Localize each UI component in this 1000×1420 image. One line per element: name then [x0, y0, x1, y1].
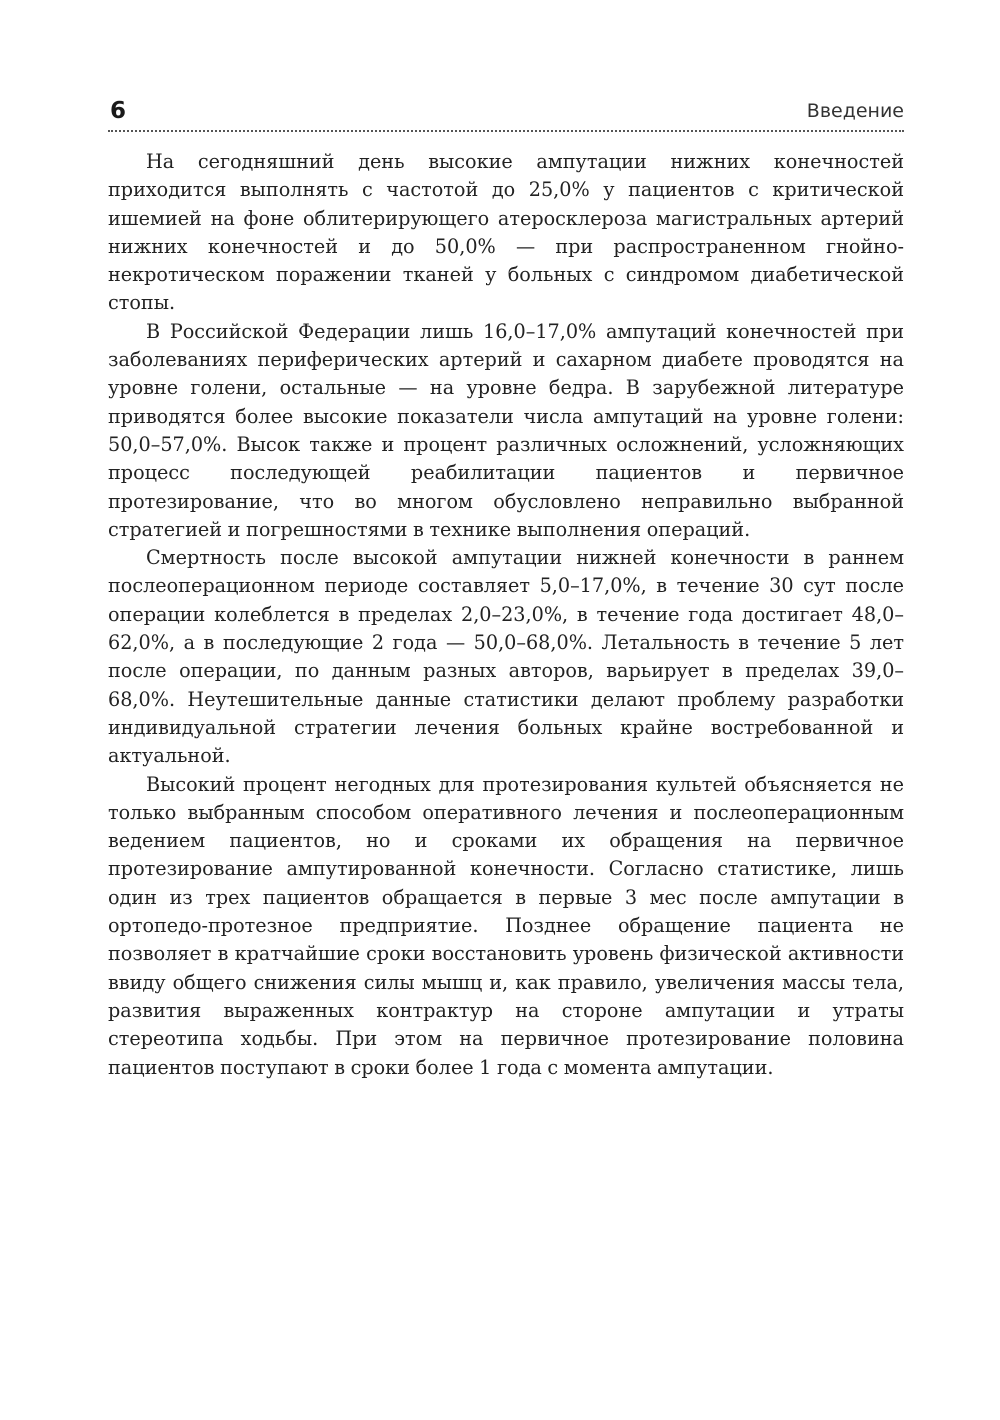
body-text: [108, 148, 904, 1082]
paragraph: Высокий процент негодных для протезирования культей объясняется не только выбранным способом оперативного лечения и послеоперационным ведением пациентов, но и сроками их обращения на первичное протезирование ампутированной конечности. Согласно статистике, лишь один из трех пациентов обращается в первые 3 мес после ампутации в ортопедо-протезное предприятие. Позднее обращение пациента не позволяет в кратчайшие сроки восстановить уровень физической активности ввиду общего снижения силы мышц и, как правило, увеличения массы тела, развития выраженных контрактур на стороне ампутации и утраты стереотипа ходьбы. При этом на первичное протезирование половина пациентов поступают в сроки более 1 года с момента ампутации.: [108, 772, 904, 1079]
paragraph: Смертность после высокой ампутации нижней конечности в раннем послеоперационном периоде составляет 5,0–17,0%, в течение 30 сут после операции колеблется в пределах 2,0–23,0%, в течение года достигает 48,0–62,0%, а в последующие 2 года — 50,0–68,0%. Летальность в течение 5 лет после операции, по данным разных авторов, варьирует в пределах 39,0–68,0%. Неутешительные данные статистики делают проблему разработки индивидуальной стратегии лечения больных крайне востребованной и актуальной.: [108, 546, 904, 768]
page-number: 6: [110, 98, 127, 124]
running-title: Введение: [806, 100, 904, 122]
paragraph: На сегодняшний день высокие ампутации нижних конечностей приходится выполнять с частотой до 25,0% у пациентов с критической ишемией на фоне облитерирующего атеросклероза магистральных артерий нижних конечностей и до 50,0% — при распространенном гнойно-некротическом поражении тканей у больных с синдромом диабетической стопы.: [108, 150, 904, 315]
header-divider: [108, 130, 904, 132]
page-header: [108, 96, 904, 130]
paragraph: В Российской Федерации лишь 16,0–17,0% ампутаций конечностей при заболеваниях периферических артерий и сахарном диабете проводятся на уровне голени, остальные — на уровне бедра. В зарубежной литературе приводятся более высокие показатели числа ампутаций на уровне голени: 50,0–57,0%. Высок также и процент различных осложнений, усложняющих процесс последующей реабилитации пациентов и первичное протезирование, что во многом обусловлено неправильно выбранной стратегией и погрешностями в технике выполнения операций.: [108, 319, 904, 541]
